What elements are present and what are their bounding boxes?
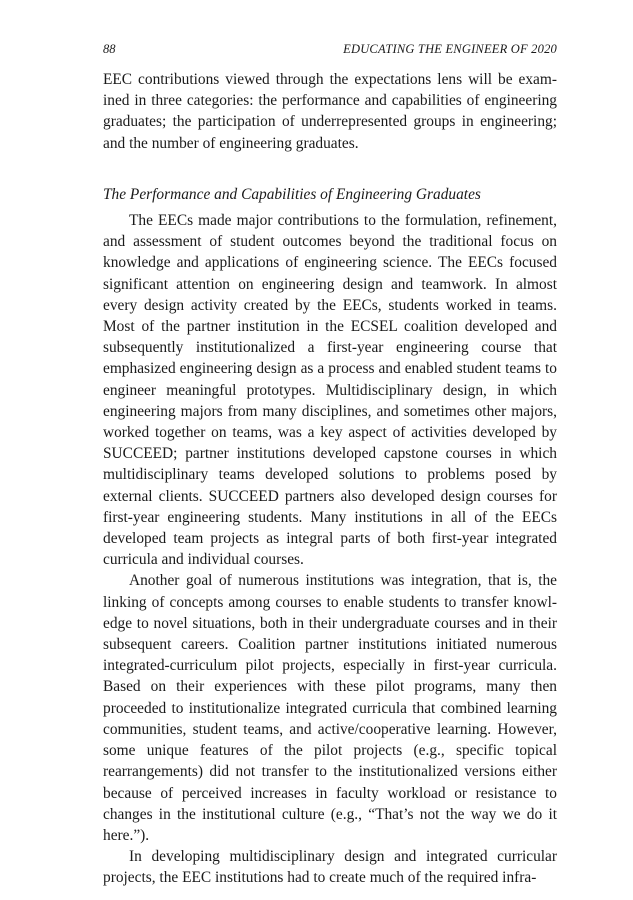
paragraph-infrastructure: In developing multidisciplinary design and integrated curricular projects, the EEC institutions had to create much of the required infra- [103, 848, 557, 887]
body-text [103, 69, 557, 889]
page-number: 88 [103, 42, 116, 56]
section-heading: The Performance and Capabilities of Engineering Graduates [103, 185, 481, 203]
intro-paragraph: EEC contributions viewed through the expectations lens will be examined in three categories: the performance and capabilities of engineering graduates; the participation of underrepresented groups in engineering; and the number of engineering graduates. [103, 71, 557, 152]
paragraph-design-teamwork: The EECs made major contributions to the formulation, refinement, and assessment of student outcomes beyond the traditional focus on knowledge and applications of engineering science. The EECs focused significant attention on engineering design and teamwork. In almost every design activity created by the EECs, students worked in teams. Most of the partner institution in the ECSEL coalition developed and subsequently institutionalized a first-year engineering course that emphasized engineering design as a process and enabled student teams to engineer meaningful prototypes. Multidisciplinary design, in which engineering majors from many disciplines, and sometimes other majors, worked together on teams, was a key aspect of activities developed by SUCCEED; partner institutions developed capstone courses in which multidisciplinary teams developed solutions to problems posed by external clients. SUCCEED partners also developed design courses for first-year engineering students. Many institutions in all of the EECs developed team projects as integral parts of both first-year integrated curricula and individual courses. [103, 212, 557, 569]
running-title: EDUCATING THE ENGINEER OF 2020 [343, 42, 557, 56]
paragraph-integration: Another goal of numerous institutions was integration, that is, the linking of concepts among courses to enable students to transfer knowledge to novel situations, both in their undergraduate courses and in their subsequent careers. Coalition partner institutions initiated numerous integrated-curriculum pilot projects, especially in first-year curricula. Based on their experiences with these pilot programs, many then proceeded to institutionalize integrated curricula that combined learning communities, student teams, and active/cooperative learning. However, some unique features of the pilot projects (e.g., specific topical rearrangements) did not transfer to the institutionalized versions either because of perceived increases in faculty workload or resistance to changes in the institutional culture (e.g., “That’s not the way we do it here.”). [103, 572, 557, 844]
running-header [103, 40, 557, 58]
